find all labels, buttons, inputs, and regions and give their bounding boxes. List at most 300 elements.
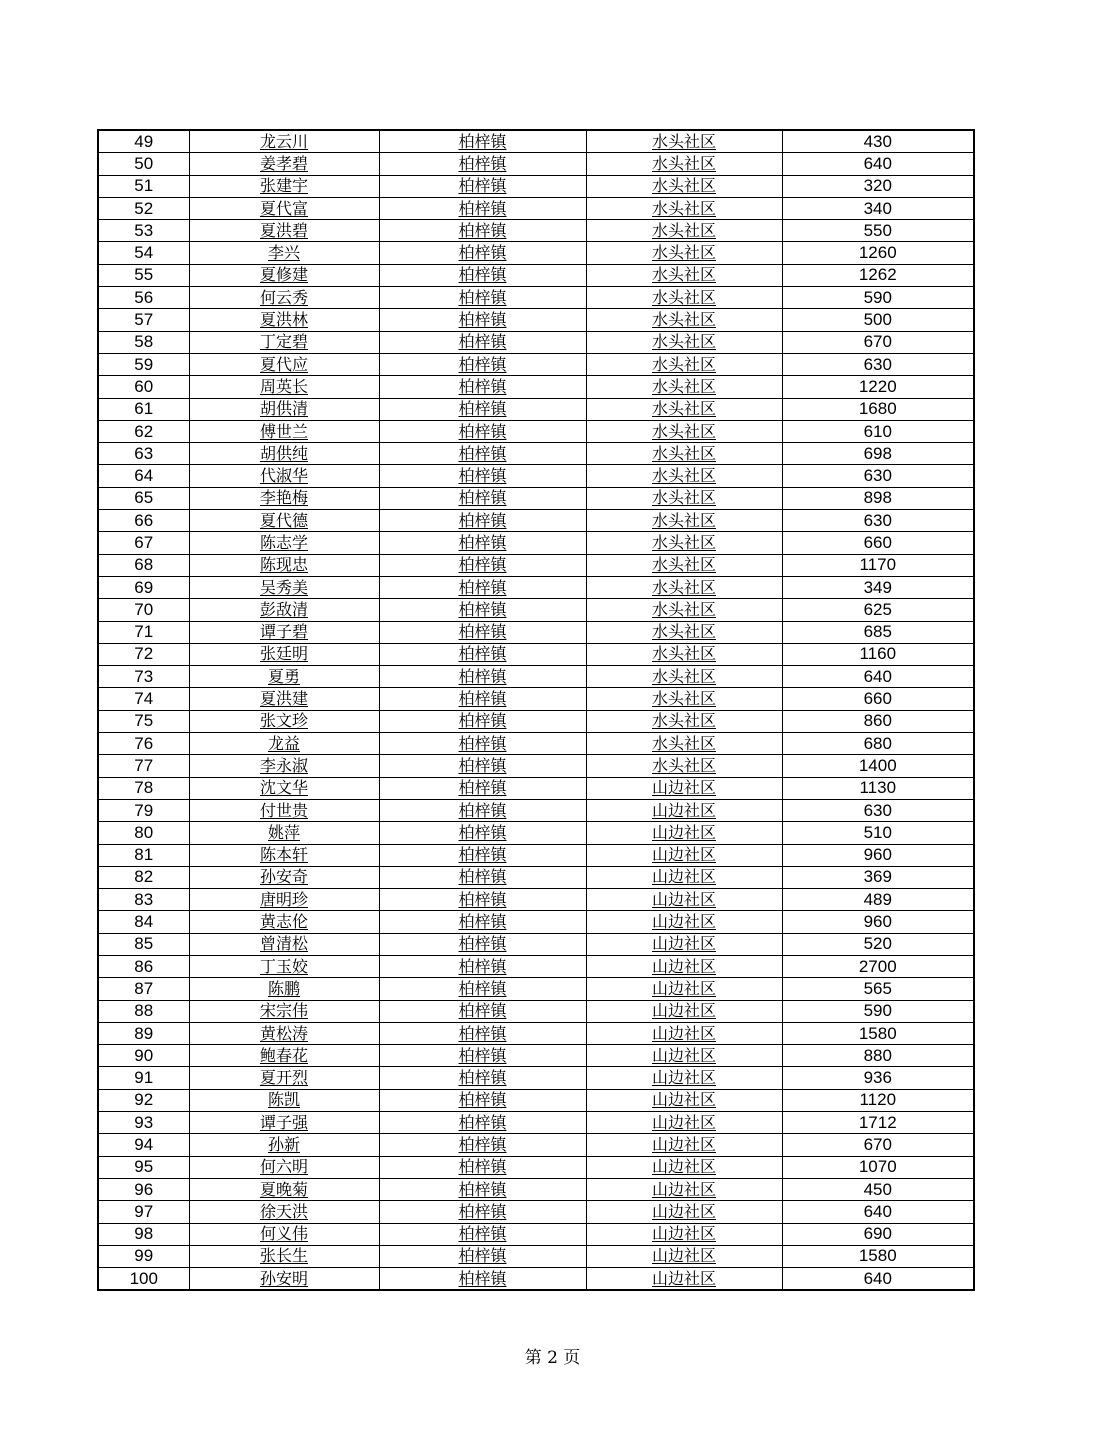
table-row [98, 376, 974, 398]
town-cell: 柏梓镇 [379, 1045, 586, 1067]
table-row [98, 309, 974, 331]
row-index-cell: 81 [98, 844, 189, 866]
table-row [98, 1178, 974, 1200]
name-cell: 谭子碧 [189, 621, 379, 643]
town-cell: 柏梓镇 [379, 621, 586, 643]
town-cell: 柏梓镇 [379, 487, 586, 509]
table-row [98, 933, 974, 955]
town-cell: 柏梓镇 [379, 287, 586, 309]
town-cell: 柏梓镇 [379, 688, 586, 710]
community-cell: 水头社区 [586, 130, 782, 153]
community-cell: 水头社区 [586, 465, 782, 487]
community-cell: 水头社区 [586, 688, 782, 710]
row-index-cell: 57 [98, 309, 189, 331]
table-row [98, 465, 974, 487]
town-cell: 柏梓镇 [379, 420, 586, 442]
row-index-cell: 54 [98, 242, 189, 264]
amount-cell: 960 [782, 844, 974, 866]
name-cell: 夏代富 [189, 197, 379, 219]
amount-cell: 349 [782, 576, 974, 598]
town-cell: 柏梓镇 [379, 465, 586, 487]
name-cell: 夏洪碧 [189, 220, 379, 242]
amount-cell: 880 [782, 1045, 974, 1067]
town-cell: 柏梓镇 [379, 398, 586, 420]
name-cell: 张建宇 [189, 175, 379, 197]
town-cell: 柏梓镇 [379, 1022, 586, 1044]
amount-cell: 1580 [782, 1245, 974, 1267]
name-cell: 沈文华 [189, 777, 379, 799]
town-cell: 柏梓镇 [379, 1245, 586, 1267]
amount-cell: 660 [782, 532, 974, 554]
amount-cell: 430 [782, 130, 974, 153]
row-index-cell: 85 [98, 933, 189, 955]
amount-cell: 680 [782, 733, 974, 755]
town-cell: 柏梓镇 [379, 955, 586, 977]
town-cell: 柏梓镇 [379, 933, 586, 955]
town-cell: 柏梓镇 [379, 1268, 586, 1291]
town-cell: 柏梓镇 [379, 1134, 586, 1156]
town-cell: 柏梓镇 [379, 1156, 586, 1178]
community-cell: 水头社区 [586, 420, 782, 442]
row-index-cell: 94 [98, 1134, 189, 1156]
row-index-cell: 50 [98, 153, 189, 175]
community-cell: 水头社区 [586, 153, 782, 175]
community-cell: 水头社区 [586, 175, 782, 197]
community-cell: 山边社区 [586, 1223, 782, 1245]
name-cell: 丁定碧 [189, 331, 379, 353]
row-index-cell: 64 [98, 465, 189, 487]
town-cell: 柏梓镇 [379, 130, 586, 153]
name-cell: 唐明珍 [189, 889, 379, 911]
row-index-cell: 63 [98, 443, 189, 465]
town-cell: 柏梓镇 [379, 1178, 586, 1200]
name-cell: 丁玉姣 [189, 955, 379, 977]
table-row [98, 911, 974, 933]
row-index-cell: 61 [98, 398, 189, 420]
community-cell: 山边社区 [586, 1045, 782, 1067]
table-row [98, 822, 974, 844]
town-cell: 柏梓镇 [379, 643, 586, 665]
table-row [98, 1268, 974, 1291]
amount-cell: 565 [782, 978, 974, 1000]
row-index-cell: 49 [98, 130, 189, 153]
community-cell: 水头社区 [586, 398, 782, 420]
community-cell: 水头社区 [586, 643, 782, 665]
table-row [98, 510, 974, 532]
amount-cell: 640 [782, 1201, 974, 1223]
amount-cell: 489 [782, 889, 974, 911]
name-cell: 夏洪建 [189, 688, 379, 710]
name-cell: 宋宗伟 [189, 1000, 379, 1022]
amount-cell: 898 [782, 487, 974, 509]
amount-cell: 860 [782, 710, 974, 732]
community-cell: 水头社区 [586, 621, 782, 643]
name-cell: 孙安奇 [189, 866, 379, 888]
row-index-cell: 91 [98, 1067, 189, 1089]
row-index-cell: 100 [98, 1268, 189, 1291]
community-cell: 山边社区 [586, 1201, 782, 1223]
row-index-cell: 98 [98, 1223, 189, 1245]
town-cell: 柏梓镇 [379, 710, 586, 732]
table-row [98, 733, 974, 755]
name-cell: 孙安明 [189, 1268, 379, 1291]
row-index-cell: 73 [98, 666, 189, 688]
table-row [98, 197, 974, 219]
community-cell: 水头社区 [586, 576, 782, 598]
row-index-cell: 58 [98, 331, 189, 353]
table-row [98, 1245, 974, 1267]
amount-cell: 640 [782, 666, 974, 688]
row-index-cell: 86 [98, 955, 189, 977]
amount-cell: 1220 [782, 376, 974, 398]
name-cell: 夏代应 [189, 353, 379, 375]
row-index-cell: 62 [98, 420, 189, 442]
community-cell: 水头社区 [586, 287, 782, 309]
community-cell: 山边社区 [586, 1268, 782, 1291]
table-row [98, 554, 974, 576]
row-index-cell: 76 [98, 733, 189, 755]
town-cell: 柏梓镇 [379, 911, 586, 933]
name-cell: 徐天洪 [189, 1201, 379, 1223]
table-row [98, 1045, 974, 1067]
row-index-cell: 67 [98, 532, 189, 554]
community-cell: 山边社区 [586, 1000, 782, 1022]
amount-cell: 1400 [782, 755, 974, 777]
community-cell: 水头社区 [586, 309, 782, 331]
table-row [98, 264, 974, 286]
table-row [98, 844, 974, 866]
row-index-cell: 69 [98, 576, 189, 598]
row-index-cell: 60 [98, 376, 189, 398]
community-cell: 水头社区 [586, 666, 782, 688]
row-index-cell: 89 [98, 1022, 189, 1044]
table-row [98, 153, 974, 175]
row-index-cell: 84 [98, 911, 189, 933]
amount-cell: 1712 [782, 1112, 974, 1134]
row-index-cell: 70 [98, 599, 189, 621]
name-cell: 夏开烈 [189, 1067, 379, 1089]
town-cell: 柏梓镇 [379, 1089, 586, 1111]
table-row [98, 175, 974, 197]
town-cell: 柏梓镇 [379, 777, 586, 799]
town-cell: 柏梓镇 [379, 822, 586, 844]
community-cell: 山边社区 [586, 1112, 782, 1134]
row-index-cell: 88 [98, 1000, 189, 1022]
table-row [98, 1223, 974, 1245]
amount-cell: 1580 [782, 1022, 974, 1044]
table-row [98, 688, 974, 710]
name-cell: 周英长 [189, 376, 379, 398]
amount-cell: 640 [782, 1268, 974, 1291]
table-row [98, 287, 974, 309]
amount-cell: 1170 [782, 554, 974, 576]
town-cell: 柏梓镇 [379, 1000, 586, 1022]
community-cell: 山边社区 [586, 955, 782, 977]
amount-cell: 369 [782, 866, 974, 888]
row-index-cell: 52 [98, 197, 189, 219]
row-index-cell: 95 [98, 1156, 189, 1178]
row-index-cell: 74 [98, 688, 189, 710]
community-cell: 水头社区 [586, 733, 782, 755]
amount-cell: 640 [782, 153, 974, 175]
name-cell: 胡供清 [189, 398, 379, 420]
amount-cell: 1160 [782, 643, 974, 665]
table-row [98, 710, 974, 732]
town-cell: 柏梓镇 [379, 175, 586, 197]
amount-cell: 450 [782, 1178, 974, 1200]
name-cell: 何云秀 [189, 287, 379, 309]
amount-cell: 590 [782, 287, 974, 309]
table-row [98, 1022, 974, 1044]
town-cell: 柏梓镇 [379, 197, 586, 219]
community-cell: 山边社区 [586, 799, 782, 821]
community-cell: 水头社区 [586, 353, 782, 375]
town-cell: 柏梓镇 [379, 733, 586, 755]
table-row [98, 130, 974, 153]
name-cell: 夏晚菊 [189, 1178, 379, 1200]
amount-cell: 1070 [782, 1156, 974, 1178]
table-row [98, 889, 974, 911]
row-index-cell: 90 [98, 1045, 189, 1067]
amount-cell: 630 [782, 465, 974, 487]
row-index-cell: 71 [98, 621, 189, 643]
town-cell: 柏梓镇 [379, 978, 586, 1000]
town-cell: 柏梓镇 [379, 889, 586, 911]
table-row [98, 755, 974, 777]
community-cell: 水头社区 [586, 599, 782, 621]
row-index-cell: 96 [98, 1178, 189, 1200]
name-cell: 陈鹏 [189, 978, 379, 1000]
amount-cell: 610 [782, 420, 974, 442]
town-cell: 柏梓镇 [379, 599, 586, 621]
name-cell: 李兴 [189, 242, 379, 264]
row-index-cell: 68 [98, 554, 189, 576]
table-row [98, 1067, 974, 1089]
town-cell: 柏梓镇 [379, 220, 586, 242]
community-cell: 山边社区 [586, 844, 782, 866]
town-cell: 柏梓镇 [379, 866, 586, 888]
name-cell: 陈本轩 [189, 844, 379, 866]
town-cell: 柏梓镇 [379, 532, 586, 554]
community-cell: 山边社区 [586, 933, 782, 955]
community-cell: 水头社区 [586, 197, 782, 219]
row-index-cell: 51 [98, 175, 189, 197]
amount-cell: 660 [782, 688, 974, 710]
table-row [98, 443, 974, 465]
name-cell: 黄松涛 [189, 1022, 379, 1044]
table-row [98, 1089, 974, 1111]
table-row [98, 866, 974, 888]
amount-cell: 1260 [782, 242, 974, 264]
community-cell: 山边社区 [586, 1022, 782, 1044]
name-cell: 鲍春花 [189, 1045, 379, 1067]
town-cell: 柏梓镇 [379, 844, 586, 866]
community-cell: 水头社区 [586, 331, 782, 353]
name-cell: 李永淑 [189, 755, 379, 777]
table-row [98, 220, 974, 242]
table-row [98, 1201, 974, 1223]
name-cell: 龙云川 [189, 130, 379, 153]
town-cell: 柏梓镇 [379, 353, 586, 375]
name-cell: 夏修建 [189, 264, 379, 286]
town-cell: 柏梓镇 [379, 443, 586, 465]
town-cell: 柏梓镇 [379, 1201, 586, 1223]
row-index-cell: 77 [98, 755, 189, 777]
community-cell: 山边社区 [586, 1089, 782, 1111]
table-row [98, 331, 974, 353]
name-cell: 黄志伦 [189, 911, 379, 933]
table-body [98, 130, 974, 1290]
table-row [98, 955, 974, 977]
name-cell: 张文珍 [189, 710, 379, 732]
table-row [98, 1112, 974, 1134]
row-index-cell: 66 [98, 510, 189, 532]
name-cell: 代淑华 [189, 465, 379, 487]
community-cell: 水头社区 [586, 443, 782, 465]
amount-cell: 500 [782, 309, 974, 331]
community-cell: 山边社区 [586, 889, 782, 911]
amount-cell: 630 [782, 510, 974, 532]
row-index-cell: 56 [98, 287, 189, 309]
row-index-cell: 72 [98, 643, 189, 665]
page-number: 第 2 页 [524, 1348, 581, 1368]
town-cell: 柏梓镇 [379, 309, 586, 331]
town-cell: 柏梓镇 [379, 799, 586, 821]
community-cell: 山边社区 [586, 822, 782, 844]
community-cell: 山边社区 [586, 866, 782, 888]
town-cell: 柏梓镇 [379, 153, 586, 175]
name-cell: 傅世兰 [189, 420, 379, 442]
row-index-cell: 92 [98, 1089, 189, 1111]
amount-cell: 670 [782, 331, 974, 353]
community-cell: 水头社区 [586, 220, 782, 242]
row-index-cell: 65 [98, 487, 189, 509]
name-cell: 曾清松 [189, 933, 379, 955]
row-index-cell: 97 [98, 1201, 189, 1223]
community-cell: 水头社区 [586, 532, 782, 554]
row-index-cell: 82 [98, 866, 189, 888]
table-row [98, 621, 974, 643]
row-index-cell: 78 [98, 777, 189, 799]
table-row [98, 1156, 974, 1178]
amount-cell: 340 [782, 197, 974, 219]
row-index-cell: 59 [98, 353, 189, 375]
name-cell: 付世贵 [189, 799, 379, 821]
name-cell: 胡供纯 [189, 443, 379, 465]
community-cell: 山边社区 [586, 777, 782, 799]
name-cell: 陈凯 [189, 1089, 379, 1111]
name-cell: 何六明 [189, 1156, 379, 1178]
community-cell: 山边社区 [586, 1067, 782, 1089]
community-cell: 水头社区 [586, 510, 782, 532]
community-cell: 山边社区 [586, 1134, 782, 1156]
table-row [98, 777, 974, 799]
amount-cell: 510 [782, 822, 974, 844]
name-cell: 陈现忠 [189, 554, 379, 576]
table-row [98, 576, 974, 598]
amount-cell: 1680 [782, 398, 974, 420]
town-cell: 柏梓镇 [379, 1112, 586, 1134]
amount-cell: 320 [782, 175, 974, 197]
amount-cell: 630 [782, 353, 974, 375]
table-row [98, 487, 974, 509]
community-cell: 山边社区 [586, 1178, 782, 1200]
amount-cell: 690 [782, 1223, 974, 1245]
town-cell: 柏梓镇 [379, 264, 586, 286]
row-index-cell: 83 [98, 889, 189, 911]
community-cell: 山边社区 [586, 1156, 782, 1178]
town-cell: 柏梓镇 [379, 1223, 586, 1245]
community-cell: 山边社区 [586, 978, 782, 1000]
name-cell: 龙益 [189, 733, 379, 755]
town-cell: 柏梓镇 [379, 510, 586, 532]
name-cell: 姜孝碧 [189, 153, 379, 175]
name-cell: 张廷明 [189, 643, 379, 665]
amount-cell: 625 [782, 599, 974, 621]
town-cell: 柏梓镇 [379, 755, 586, 777]
town-cell: 柏梓镇 [379, 1067, 586, 1089]
row-index-cell: 87 [98, 978, 189, 1000]
community-cell: 山边社区 [586, 911, 782, 933]
town-cell: 柏梓镇 [379, 242, 586, 264]
name-cell: 夏代德 [189, 510, 379, 532]
community-cell: 水头社区 [586, 487, 782, 509]
row-index-cell: 75 [98, 710, 189, 732]
table-row [98, 353, 974, 375]
amount-cell: 960 [782, 911, 974, 933]
row-index-cell: 55 [98, 264, 189, 286]
name-cell: 姚萍 [189, 822, 379, 844]
amount-cell: 1120 [782, 1089, 974, 1111]
table-row [98, 242, 974, 264]
amount-cell: 1262 [782, 264, 974, 286]
amount-cell: 520 [782, 933, 974, 955]
town-cell: 柏梓镇 [379, 331, 586, 353]
community-cell: 水头社区 [586, 242, 782, 264]
amount-cell: 936 [782, 1067, 974, 1089]
amount-cell: 1130 [782, 777, 974, 799]
town-cell: 柏梓镇 [379, 666, 586, 688]
data-table [97, 129, 975, 1291]
table-row [98, 666, 974, 688]
table-row [98, 1134, 974, 1156]
name-cell: 夏勇 [189, 666, 379, 688]
community-cell: 水头社区 [586, 755, 782, 777]
amount-cell: 550 [782, 220, 974, 242]
town-cell: 柏梓镇 [379, 554, 586, 576]
name-cell: 吴秀美 [189, 576, 379, 598]
row-index-cell: 80 [98, 822, 189, 844]
name-cell: 孙新 [189, 1134, 379, 1156]
table-row [98, 799, 974, 821]
town-cell: 柏梓镇 [379, 576, 586, 598]
table-row [98, 643, 974, 665]
name-cell: 夏洪林 [189, 309, 379, 331]
town-cell: 柏梓镇 [379, 376, 586, 398]
name-cell: 张长生 [189, 1245, 379, 1267]
name-cell: 陈志学 [189, 532, 379, 554]
amount-cell: 685 [782, 621, 974, 643]
amount-cell: 590 [782, 1000, 974, 1022]
amount-cell: 698 [782, 443, 974, 465]
table-row [98, 978, 974, 1000]
amount-cell: 630 [782, 799, 974, 821]
row-index-cell: 99 [98, 1245, 189, 1267]
community-cell: 水头社区 [586, 264, 782, 286]
community-cell: 水头社区 [586, 376, 782, 398]
name-cell: 李艳梅 [189, 487, 379, 509]
amount-cell: 670 [782, 1134, 974, 1156]
